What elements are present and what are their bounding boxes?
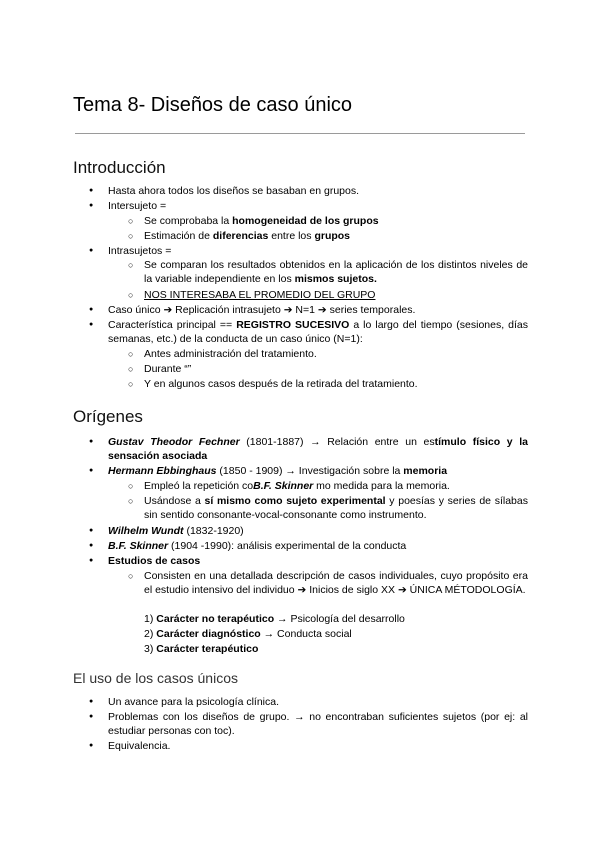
page-title: Tema 8- Diseños de caso único	[73, 94, 353, 116]
heading-origenes: Orígenes	[73, 407, 143, 426]
circle-bullet-icon: ○	[128, 379, 134, 389]
list-item: Característica principal == REGISTRO SUCESIVO a lo largo del tiempo (sesiones, días semanas, etc.) de la conducta de un caso único (N=1):	[108, 319, 528, 345]
list-item: Hermann Ebbinghaus (1850 - 1909) → Investigación sobre la memoria	[108, 465, 448, 477]
bullet-icon: ●	[89, 527, 94, 534]
bullet-icon: ●	[89, 742, 94, 749]
heading-introduccion: Introducción	[73, 158, 166, 177]
bullet-icon: ●	[89, 713, 94, 720]
circle-bullet-icon: ○	[128, 216, 134, 226]
circle-bullet-icon: ○	[128, 349, 134, 359]
list-item: NOS INTERESABA EL PROMEDIO DEL GRUPO	[144, 289, 376, 301]
bullet-icon: ●	[89, 557, 94, 564]
circle-bullet-icon: ○	[128, 496, 134, 506]
list-item: Problemas con los diseños de grupo. → no encontraban suficientes sujetos (por ej: al estudiar personas con toc).	[108, 711, 528, 737]
list-item: Caso único ➔ Replicación intrasujeto ➔ N=1 ➔ series temporales.	[108, 304, 416, 316]
list-item: Wilhelm Wundt (1832-1920)	[108, 525, 244, 537]
list-item: Usándose a sí mismo como sujeto experimental y poesías y series de sílabas sin sentido consonante-vocal-consonante como instrumento.	[144, 495, 528, 521]
circle-bullet-icon: ○	[128, 231, 134, 241]
circle-bullet-icon: ○	[128, 481, 134, 491]
bullet-icon: ●	[89, 321, 94, 328]
circle-bullet-icon: ○	[128, 571, 134, 581]
title-divider	[75, 133, 525, 134]
bullet-icon: ●	[89, 306, 94, 313]
list-item: Antes administración del tratamiento.	[144, 348, 317, 360]
list-item: Un avance para la psicología clínica.	[108, 696, 280, 708]
list-item: 3) Carácter terapéutico	[144, 643, 259, 655]
list-item: Consisten en una detallada descripción de casos individuales, cuyo propósito era el estudio intensivo del individuo ➔ Inicios de siglo XX ➔ ÚNICA MÉTODOLOGÍA.	[144, 570, 528, 596]
bullet-icon: ●	[89, 247, 94, 254]
list-item: Durante “”	[144, 363, 192, 375]
circle-bullet-icon: ○	[128, 290, 134, 300]
list-item: Y en algunos casos después de la retirada del tratamiento.	[144, 378, 418, 390]
list-item: Gustav Theodor Fechner (1801-1887) → Relación entre un estímulo físico y la sensación asociada	[108, 436, 528, 462]
bullet-icon: ●	[89, 438, 94, 445]
list-item: Empleó la repetición coB.F. Skinner mo medida para la memoria.	[144, 480, 450, 492]
circle-bullet-icon: ○	[128, 260, 134, 270]
list-item: Se comparan los resultados obtenidos en la aplicación de los distintos niveles de la variable independiente en los mismos sujetos.	[144, 259, 528, 285]
bullet-icon: ●	[89, 202, 94, 209]
list-item: Intersujeto =	[108, 200, 167, 212]
list-item: B.F. Skinner (1904 -1990): análisis experimental de la conducta	[108, 540, 407, 552]
heading-uso-casos-unicos: El uso de los casos únicos	[73, 670, 238, 686]
bullet-icon: ●	[89, 467, 94, 474]
bullet-icon: ●	[89, 698, 94, 705]
bullet-icon: ●	[89, 542, 94, 549]
list-item: Hasta ahora todos los diseños se basaban en grupos.	[108, 185, 360, 197]
list-item: Estimación de diferencias entre los grupos	[144, 230, 351, 242]
list-item: Estudios de casos	[108, 555, 201, 567]
circle-bullet-icon: ○	[128, 364, 134, 374]
list-item: Se comprobaba la homogeneidad de los grupos	[144, 215, 379, 227]
list-item: Equivalencia.	[108, 740, 171, 752]
list-item: 1) Carácter no terapéutico → Psicología del desarrollo	[144, 613, 405, 625]
list-item: Intrasujetos =	[108, 245, 172, 257]
bullet-icon: ●	[89, 187, 94, 194]
list-item: 2) Carácter diagnóstico → Conducta social	[144, 628, 352, 640]
